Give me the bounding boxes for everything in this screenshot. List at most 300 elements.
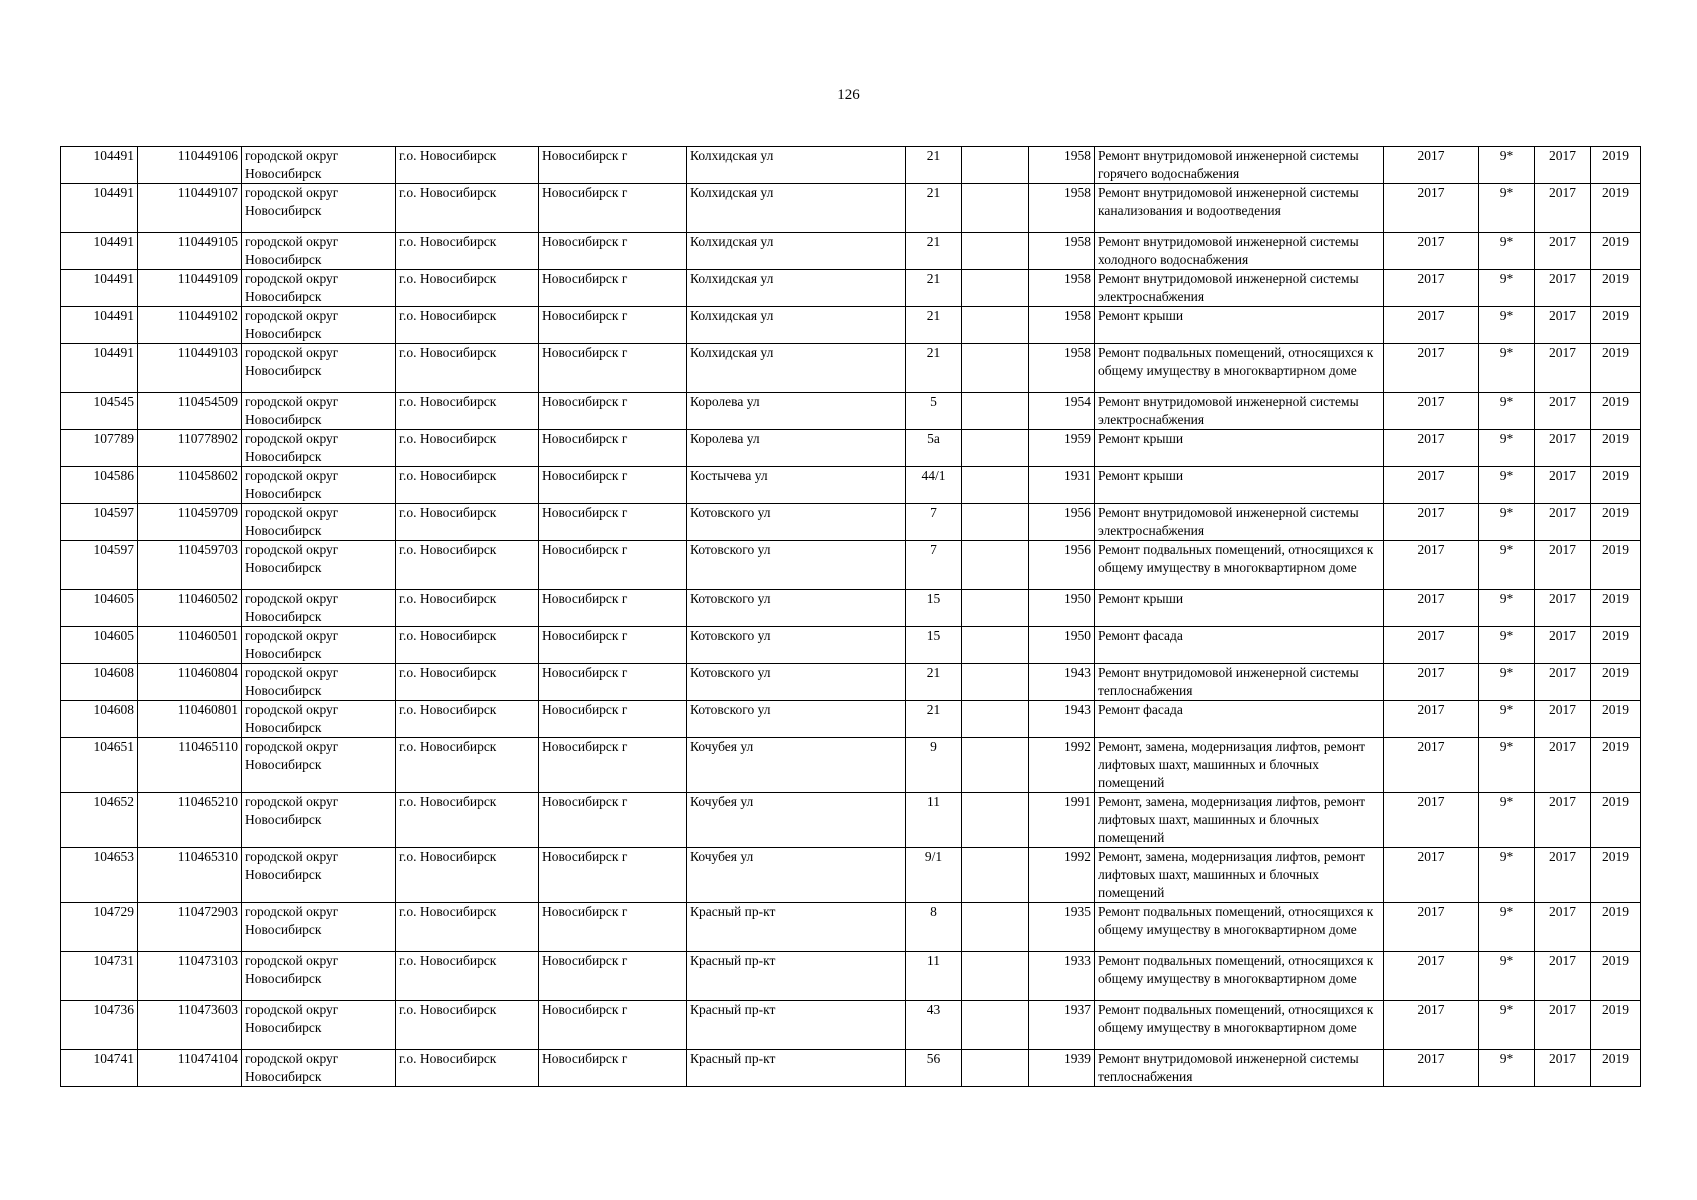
empty-cell bbox=[962, 738, 1029, 793]
work-code-cell: 110449106 bbox=[138, 147, 242, 184]
city-cell: Новосибирск г bbox=[539, 184, 687, 233]
start-year-cell: 2017 bbox=[1535, 307, 1591, 344]
table-row bbox=[61, 307, 1641, 344]
district-cell: городской округ Новосибирск bbox=[242, 393, 396, 430]
start-year-cell: 2017 bbox=[1535, 184, 1591, 233]
start-year-cell: 2017 bbox=[1535, 701, 1591, 738]
work-type-cell: Ремонт внутридомовой инженерной системы теплоснабжения bbox=[1095, 1050, 1384, 1087]
floors-cell: 9* bbox=[1479, 270, 1535, 307]
work-code-cell: 110472903 bbox=[138, 903, 242, 952]
municipality-cell: г.о. Новосибирск bbox=[396, 590, 539, 627]
end-year-cell: 2019 bbox=[1591, 393, 1641, 430]
end-year-cell: 2019 bbox=[1591, 307, 1641, 344]
municipality-cell: г.о. Новосибирск bbox=[396, 541, 539, 590]
work-code-cell: 110465110 bbox=[138, 738, 242, 793]
house-number-cell: 43 bbox=[906, 1001, 962, 1050]
empty-cell bbox=[962, 270, 1029, 307]
plan-year-cell: 2017 bbox=[1384, 627, 1479, 664]
house-number-cell: 15 bbox=[906, 590, 962, 627]
work-type-cell: Ремонт внутридомовой инженерной системы холодного водоснабжения bbox=[1095, 233, 1384, 270]
house-number-cell: 21 bbox=[906, 184, 962, 233]
empty-cell bbox=[962, 903, 1029, 952]
city-cell: Новосибирск г bbox=[539, 233, 687, 270]
work-type-cell: Ремонт, замена, модернизация лифтов, ремонт лифтовых шахт, машинных и блочных помещений bbox=[1095, 848, 1384, 903]
work-code-cell: 110473603 bbox=[138, 1001, 242, 1050]
plan-year-cell: 2017 bbox=[1384, 270, 1479, 307]
year-built-cell: 1943 bbox=[1029, 701, 1095, 738]
plan-year-cell: 2017 bbox=[1384, 1001, 1479, 1050]
district-cell: городской округ Новосибирск bbox=[242, 344, 396, 393]
empty-cell bbox=[962, 701, 1029, 738]
city-cell: Новосибирск г bbox=[539, 590, 687, 627]
district-cell: городской округ Новосибирск bbox=[242, 590, 396, 627]
street-cell: Красный пр-кт bbox=[687, 1001, 906, 1050]
work-type-cell: Ремонт внутридомовой инженерной системы электроснабжения bbox=[1095, 270, 1384, 307]
work-type-cell: Ремонт, замена, модернизация лифтов, ремонт лифтовых шахт, машинных и блочных помещений bbox=[1095, 738, 1384, 793]
work-code-cell: 110473103 bbox=[138, 952, 242, 1001]
object-id-cell: 104653 bbox=[61, 848, 138, 903]
work-type-cell: Ремонт крыши bbox=[1095, 590, 1384, 627]
city-cell: Новосибирск г bbox=[539, 1001, 687, 1050]
municipality-cell: г.о. Новосибирск bbox=[396, 307, 539, 344]
year-built-cell: 1958 bbox=[1029, 233, 1095, 270]
empty-cell bbox=[962, 541, 1029, 590]
table-row bbox=[61, 701, 1641, 738]
street-cell: Кочубея ул bbox=[687, 793, 906, 848]
house-number-cell: 15 bbox=[906, 627, 962, 664]
object-id-cell: 104736 bbox=[61, 1001, 138, 1050]
district-cell: городской округ Новосибирск bbox=[242, 270, 396, 307]
empty-cell bbox=[962, 952, 1029, 1001]
empty-cell bbox=[962, 848, 1029, 903]
start-year-cell: 2017 bbox=[1535, 270, 1591, 307]
plan-year-cell: 2017 bbox=[1384, 738, 1479, 793]
end-year-cell: 2019 bbox=[1591, 430, 1641, 467]
start-year-cell: 2017 bbox=[1535, 233, 1591, 270]
city-cell: Новосибирск г bbox=[539, 344, 687, 393]
house-number-cell: 21 bbox=[906, 307, 962, 344]
plan-year-cell: 2017 bbox=[1384, 430, 1479, 467]
city-cell: Новосибирск г bbox=[539, 627, 687, 664]
year-built-cell: 1954 bbox=[1029, 393, 1095, 430]
table-row bbox=[61, 627, 1641, 664]
end-year-cell: 2019 bbox=[1591, 344, 1641, 393]
plan-year-cell: 2017 bbox=[1384, 307, 1479, 344]
street-cell: Котовского ул bbox=[687, 664, 906, 701]
house-number-cell: 9 bbox=[906, 738, 962, 793]
house-number-cell: 21 bbox=[906, 270, 962, 307]
work-code-cell: 110460804 bbox=[138, 664, 242, 701]
house-number-cell: 56 bbox=[906, 1050, 962, 1087]
start-year-cell: 2017 bbox=[1535, 1050, 1591, 1087]
district-cell: городской округ Новосибирск bbox=[242, 1050, 396, 1087]
municipality-cell: г.о. Новосибирск bbox=[396, 903, 539, 952]
plan-year-cell: 2017 bbox=[1384, 393, 1479, 430]
floors-cell: 9* bbox=[1479, 701, 1535, 738]
district-cell: городской округ Новосибирск bbox=[242, 467, 396, 504]
work-code-cell: 110460501 bbox=[138, 627, 242, 664]
empty-cell bbox=[962, 504, 1029, 541]
plan-year-cell: 2017 bbox=[1384, 541, 1479, 590]
floors-cell: 9* bbox=[1479, 590, 1535, 627]
table-row bbox=[61, 1001, 1641, 1050]
city-cell: Новосибирск г bbox=[539, 270, 687, 307]
plan-year-cell: 2017 bbox=[1384, 504, 1479, 541]
work-code-cell: 110449107 bbox=[138, 184, 242, 233]
work-type-cell: Ремонт фасада bbox=[1095, 701, 1384, 738]
object-id-cell: 104605 bbox=[61, 627, 138, 664]
table-row bbox=[61, 793, 1641, 848]
start-year-cell: 2017 bbox=[1535, 952, 1591, 1001]
work-type-cell: Ремонт крыши bbox=[1095, 430, 1384, 467]
end-year-cell: 2019 bbox=[1591, 147, 1641, 184]
house-number-cell: 21 bbox=[906, 344, 962, 393]
plan-year-cell: 2017 bbox=[1384, 233, 1479, 270]
district-cell: городской округ Новосибирск bbox=[242, 430, 396, 467]
object-id-cell: 104491 bbox=[61, 344, 138, 393]
work-code-cell: 110449102 bbox=[138, 307, 242, 344]
end-year-cell: 2019 bbox=[1591, 793, 1641, 848]
year-built-cell: 1958 bbox=[1029, 184, 1095, 233]
object-id-cell: 104729 bbox=[61, 903, 138, 952]
end-year-cell: 2019 bbox=[1591, 467, 1641, 504]
registry-body bbox=[61, 147, 1641, 1087]
object-id-cell: 104605 bbox=[61, 590, 138, 627]
work-code-cell: 110474104 bbox=[138, 1050, 242, 1087]
table-row bbox=[61, 393, 1641, 430]
municipality-cell: г.о. Новосибирск bbox=[396, 270, 539, 307]
plan-year-cell: 2017 bbox=[1384, 590, 1479, 627]
object-id-cell: 104597 bbox=[61, 541, 138, 590]
house-number-cell: 11 bbox=[906, 793, 962, 848]
city-cell: Новосибирск г bbox=[539, 504, 687, 541]
table-row bbox=[61, 233, 1641, 270]
object-id-cell: 107789 bbox=[61, 430, 138, 467]
city-cell: Новосибирск г bbox=[539, 848, 687, 903]
floors-cell: 9* bbox=[1479, 147, 1535, 184]
street-cell: Кочубея ул bbox=[687, 848, 906, 903]
work-code-cell: 110459709 bbox=[138, 504, 242, 541]
city-cell: Новосибирск г bbox=[539, 701, 687, 738]
empty-cell bbox=[962, 344, 1029, 393]
plan-year-cell: 2017 bbox=[1384, 848, 1479, 903]
street-cell: Костычева ул bbox=[687, 467, 906, 504]
table-row bbox=[61, 952, 1641, 1001]
plan-year-cell: 2017 bbox=[1384, 952, 1479, 1001]
work-code-cell: 110454509 bbox=[138, 393, 242, 430]
work-type-cell: Ремонт подвальных помещений, относящихся к общему имуществу в многоквартирном доме bbox=[1095, 1001, 1384, 1050]
year-built-cell: 1937 bbox=[1029, 1001, 1095, 1050]
year-built-cell: 1992 bbox=[1029, 848, 1095, 903]
street-cell: Красный пр-кт bbox=[687, 903, 906, 952]
district-cell: городской округ Новосибирск bbox=[242, 701, 396, 738]
house-number-cell: 21 bbox=[906, 701, 962, 738]
city-cell: Новосибирск г bbox=[539, 541, 687, 590]
page-number: 126 bbox=[837, 87, 860, 103]
floors-cell: 9* bbox=[1479, 627, 1535, 664]
district-cell: городской округ Новосибирск bbox=[242, 627, 396, 664]
empty-cell bbox=[962, 147, 1029, 184]
object-id-cell: 104491 bbox=[61, 184, 138, 233]
year-built-cell: 1950 bbox=[1029, 627, 1095, 664]
plan-year-cell: 2017 bbox=[1384, 664, 1479, 701]
street-cell: Красный пр-кт bbox=[687, 1050, 906, 1087]
work-type-cell: Ремонт крыши bbox=[1095, 467, 1384, 504]
floors-cell: 9* bbox=[1479, 430, 1535, 467]
plan-year-cell: 2017 bbox=[1384, 467, 1479, 504]
district-cell: городской округ Новосибирск bbox=[242, 664, 396, 701]
municipality-cell: г.о. Новосибирск bbox=[396, 467, 539, 504]
municipality-cell: г.о. Новосибирск bbox=[396, 952, 539, 1001]
municipality-cell: г.о. Новосибирск bbox=[396, 848, 539, 903]
end-year-cell: 2019 bbox=[1591, 590, 1641, 627]
floors-cell: 9* bbox=[1479, 952, 1535, 1001]
city-cell: Новосибирск г bbox=[539, 1050, 687, 1087]
municipality-cell: г.о. Новосибирск bbox=[396, 147, 539, 184]
empty-cell bbox=[962, 590, 1029, 627]
floors-cell: 9* bbox=[1479, 848, 1535, 903]
plan-year-cell: 2017 bbox=[1384, 793, 1479, 848]
year-built-cell: 1950 bbox=[1029, 590, 1095, 627]
work-type-cell: Ремонт внутридомовой инженерной системы электроснабжения bbox=[1095, 393, 1384, 430]
plan-year-cell: 2017 bbox=[1384, 184, 1479, 233]
work-code-cell: 110465210 bbox=[138, 793, 242, 848]
city-cell: Новосибирск г bbox=[539, 467, 687, 504]
floors-cell: 9* bbox=[1479, 903, 1535, 952]
year-built-cell: 1943 bbox=[1029, 664, 1095, 701]
work-code-cell: 110460801 bbox=[138, 701, 242, 738]
municipality-cell: г.о. Новосибирск bbox=[396, 233, 539, 270]
year-built-cell: 1933 bbox=[1029, 952, 1095, 1001]
start-year-cell: 2017 bbox=[1535, 793, 1591, 848]
district-cell: городской округ Новосибирск bbox=[242, 1001, 396, 1050]
street-cell: Кочубея ул bbox=[687, 738, 906, 793]
work-type-cell: Ремонт подвальных помещений, относящихся к общему имуществу в многоквартирном доме bbox=[1095, 541, 1384, 590]
city-cell: Новосибирск г bbox=[539, 952, 687, 1001]
street-cell: Котовского ул bbox=[687, 701, 906, 738]
end-year-cell: 2019 bbox=[1591, 1001, 1641, 1050]
object-id-cell: 104608 bbox=[61, 664, 138, 701]
municipality-cell: г.о. Новосибирск bbox=[396, 184, 539, 233]
object-id-cell: 104545 bbox=[61, 393, 138, 430]
object-id-cell: 104651 bbox=[61, 738, 138, 793]
work-type-cell: Ремонт подвальных помещений, относящихся к общему имуществу в многоквартирном доме bbox=[1095, 952, 1384, 1001]
street-cell: Котовского ул bbox=[687, 627, 906, 664]
table-row bbox=[61, 270, 1641, 307]
object-id-cell: 104491 bbox=[61, 307, 138, 344]
end-year-cell: 2019 bbox=[1591, 664, 1641, 701]
empty-cell bbox=[962, 1001, 1029, 1050]
empty-cell bbox=[962, 307, 1029, 344]
house-number-cell: 8 bbox=[906, 903, 962, 952]
street-cell: Королева ул bbox=[687, 393, 906, 430]
year-built-cell: 1939 bbox=[1029, 1050, 1095, 1087]
year-built-cell: 1935 bbox=[1029, 903, 1095, 952]
start-year-cell: 2017 bbox=[1535, 738, 1591, 793]
year-built-cell: 1956 bbox=[1029, 504, 1095, 541]
start-year-cell: 2017 bbox=[1535, 393, 1591, 430]
district-cell: городской округ Новосибирск bbox=[242, 952, 396, 1001]
floors-cell: 9* bbox=[1479, 738, 1535, 793]
table-row bbox=[61, 467, 1641, 504]
object-id-cell: 104741 bbox=[61, 1050, 138, 1087]
municipality-cell: г.о. Новосибирск bbox=[396, 504, 539, 541]
work-type-cell: Ремонт внутридомовой инженерной системы теплоснабжения bbox=[1095, 664, 1384, 701]
table-row bbox=[61, 664, 1641, 701]
district-cell: городской округ Новосибирск bbox=[242, 541, 396, 590]
object-id-cell: 104731 bbox=[61, 952, 138, 1001]
object-id-cell: 104597 bbox=[61, 504, 138, 541]
empty-cell bbox=[962, 184, 1029, 233]
work-code-cell: 110449105 bbox=[138, 233, 242, 270]
end-year-cell: 2019 bbox=[1591, 270, 1641, 307]
work-code-cell: 110465310 bbox=[138, 848, 242, 903]
empty-cell bbox=[962, 393, 1029, 430]
empty-cell bbox=[962, 664, 1029, 701]
start-year-cell: 2017 bbox=[1535, 430, 1591, 467]
floors-cell: 9* bbox=[1479, 307, 1535, 344]
work-code-cell: 110459703 bbox=[138, 541, 242, 590]
street-cell: Колхидская ул bbox=[687, 344, 906, 393]
district-cell: городской округ Новосибирск bbox=[242, 793, 396, 848]
start-year-cell: 2017 bbox=[1535, 504, 1591, 541]
house-number-cell: 21 bbox=[906, 147, 962, 184]
object-id-cell: 104491 bbox=[61, 147, 138, 184]
house-number-cell: 11 bbox=[906, 952, 962, 1001]
floors-cell: 9* bbox=[1479, 1050, 1535, 1087]
end-year-cell: 2019 bbox=[1591, 903, 1641, 952]
empty-cell bbox=[962, 467, 1029, 504]
city-cell: Новосибирск г bbox=[539, 393, 687, 430]
year-built-cell: 1958 bbox=[1029, 270, 1095, 307]
year-built-cell: 1931 bbox=[1029, 467, 1095, 504]
work-type-cell: Ремонт внутридомовой инженерной системы горячего водоснабжения bbox=[1095, 147, 1384, 184]
work-type-cell: Ремонт крыши bbox=[1095, 307, 1384, 344]
object-id-cell: 104586 bbox=[61, 467, 138, 504]
year-built-cell: 1956 bbox=[1029, 541, 1095, 590]
work-type-cell: Ремонт подвальных помещений, относящихся к общему имуществу в многоквартирном доме bbox=[1095, 903, 1384, 952]
floors-cell: 9* bbox=[1479, 467, 1535, 504]
district-cell: городской округ Новосибирск bbox=[242, 184, 396, 233]
house-number-cell: 7 bbox=[906, 541, 962, 590]
start-year-cell: 2017 bbox=[1535, 664, 1591, 701]
city-cell: Новосибирск г bbox=[539, 903, 687, 952]
work-code-cell: 110460502 bbox=[138, 590, 242, 627]
empty-cell bbox=[962, 793, 1029, 848]
table-row bbox=[61, 344, 1641, 393]
house-number-cell: 7 bbox=[906, 504, 962, 541]
floors-cell: 9* bbox=[1479, 233, 1535, 270]
table-row bbox=[61, 590, 1641, 627]
table-row bbox=[61, 1050, 1641, 1087]
municipality-cell: г.о. Новосибирск bbox=[396, 701, 539, 738]
empty-cell bbox=[962, 1050, 1029, 1087]
plan-year-cell: 2017 bbox=[1384, 344, 1479, 393]
district-cell: городской округ Новосибирск bbox=[242, 233, 396, 270]
object-id-cell: 104608 bbox=[61, 701, 138, 738]
floors-cell: 9* bbox=[1479, 541, 1535, 590]
end-year-cell: 2019 bbox=[1591, 627, 1641, 664]
table-row bbox=[61, 541, 1641, 590]
plan-year-cell: 2017 bbox=[1384, 903, 1479, 952]
table-row bbox=[61, 903, 1641, 952]
street-cell: Королева ул bbox=[687, 430, 906, 467]
plan-year-cell: 2017 bbox=[1384, 1050, 1479, 1087]
work-code-cell: 110778902 bbox=[138, 430, 242, 467]
municipality-cell: г.о. Новосибирск bbox=[396, 430, 539, 467]
work-type-cell: Ремонт фасада bbox=[1095, 627, 1384, 664]
end-year-cell: 2019 bbox=[1591, 541, 1641, 590]
municipality-cell: г.о. Новосибирск bbox=[396, 1050, 539, 1087]
start-year-cell: 2017 bbox=[1535, 147, 1591, 184]
street-cell: Колхидская ул bbox=[687, 270, 906, 307]
table-row bbox=[61, 504, 1641, 541]
work-code-cell: 110449109 bbox=[138, 270, 242, 307]
object-id-cell: 104491 bbox=[61, 270, 138, 307]
start-year-cell: 2017 bbox=[1535, 627, 1591, 664]
municipality-cell: г.о. Новосибирск bbox=[396, 793, 539, 848]
table-row bbox=[61, 184, 1641, 233]
end-year-cell: 2019 bbox=[1591, 233, 1641, 270]
municipality-cell: г.о. Новосибирск bbox=[396, 393, 539, 430]
empty-cell bbox=[962, 430, 1029, 467]
year-built-cell: 1958 bbox=[1029, 147, 1095, 184]
end-year-cell: 2019 bbox=[1591, 738, 1641, 793]
municipality-cell: г.о. Новосибирск bbox=[396, 664, 539, 701]
start-year-cell: 2017 bbox=[1535, 541, 1591, 590]
district-cell: городской округ Новосибирск bbox=[242, 738, 396, 793]
house-number-cell: 21 bbox=[906, 233, 962, 270]
plan-year-cell: 2017 bbox=[1384, 147, 1479, 184]
year-built-cell: 1958 bbox=[1029, 344, 1095, 393]
start-year-cell: 2017 bbox=[1535, 467, 1591, 504]
city-cell: Новосибирск г bbox=[539, 147, 687, 184]
city-cell: Новосибирск г bbox=[539, 738, 687, 793]
municipality-cell: г.о. Новосибирск bbox=[396, 344, 539, 393]
house-number-cell: 5а bbox=[906, 430, 962, 467]
year-built-cell: 1992 bbox=[1029, 738, 1095, 793]
district-cell: городской округ Новосибирск bbox=[242, 307, 396, 344]
object-id-cell: 104652 bbox=[61, 793, 138, 848]
city-cell: Новосибирск г bbox=[539, 664, 687, 701]
floors-cell: 9* bbox=[1479, 393, 1535, 430]
start-year-cell: 2017 bbox=[1535, 1001, 1591, 1050]
street-cell: Колхидская ул bbox=[687, 184, 906, 233]
floors-cell: 9* bbox=[1479, 793, 1535, 848]
end-year-cell: 2019 bbox=[1591, 184, 1641, 233]
work-type-cell: Ремонт внутридомовой инженерной системы канализования и водоотведения bbox=[1095, 184, 1384, 233]
table-row bbox=[61, 738, 1641, 793]
street-cell: Колхидская ул bbox=[687, 147, 906, 184]
work-type-cell: Ремонт внутридомовой инженерной системы электроснабжения bbox=[1095, 504, 1384, 541]
district-cell: городской округ Новосибирск bbox=[242, 504, 396, 541]
district-cell: городской округ Новосибирск bbox=[242, 147, 396, 184]
table-row bbox=[61, 147, 1641, 184]
municipality-cell: г.о. Новосибирск bbox=[396, 738, 539, 793]
floors-cell: 9* bbox=[1479, 1001, 1535, 1050]
table-row bbox=[61, 430, 1641, 467]
city-cell: Новосибирск г bbox=[539, 793, 687, 848]
house-number-cell: 9/1 bbox=[906, 848, 962, 903]
house-number-cell: 21 bbox=[906, 664, 962, 701]
house-number-cell: 5 bbox=[906, 393, 962, 430]
year-built-cell: 1958 bbox=[1029, 307, 1095, 344]
table-row bbox=[61, 848, 1641, 903]
end-year-cell: 2019 bbox=[1591, 848, 1641, 903]
repair-registry-table bbox=[60, 146, 1641, 1087]
end-year-cell: 2019 bbox=[1591, 952, 1641, 1001]
municipality-cell: г.о. Новосибирск bbox=[396, 627, 539, 664]
